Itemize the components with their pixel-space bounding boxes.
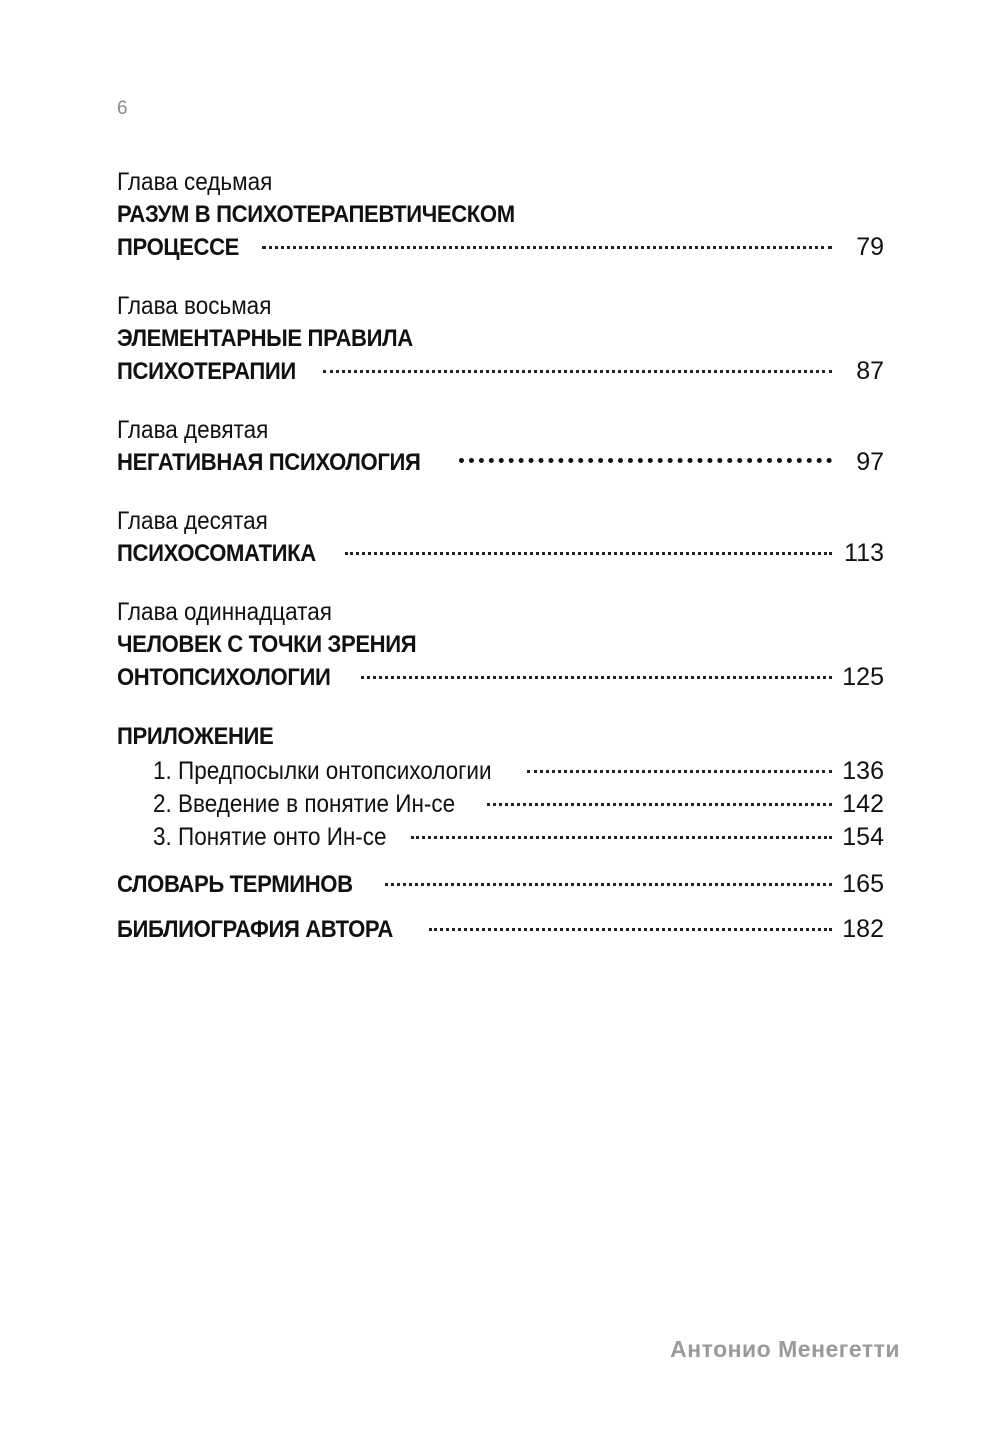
chapter-title-line xyxy=(117,198,884,231)
appendix-item[interactable] xyxy=(117,788,884,821)
chapter-title: ОНТОПСИХОЛОГИИ xyxy=(117,664,331,691)
chapter-9[interactable] xyxy=(117,414,884,479)
page-number: 6 xyxy=(117,98,128,119)
chapter-title: ЧЕЛОВЕК С ТОЧКИ ЗРЕНИЯ xyxy=(117,631,417,658)
page-reference: 142 xyxy=(842,790,884,818)
page-reference: 113 xyxy=(844,539,884,567)
dot-leader xyxy=(385,867,832,886)
dot-leader xyxy=(323,354,832,373)
appendix-title[interactable]: ПРИЛОЖЕНИЕ xyxy=(117,723,274,750)
bibliography-entry[interactable] xyxy=(117,913,884,946)
dot-leader xyxy=(527,754,832,773)
appendix-item-text: 2. Введение в понятие Ин-се xyxy=(153,790,456,818)
dot-leader xyxy=(345,536,832,555)
chapter-title: ПРОЦЕССЕ xyxy=(117,234,240,261)
chapter-7[interactable] xyxy=(117,166,884,264)
page-reference: 182 xyxy=(842,915,884,943)
page-reference: 154 xyxy=(842,823,884,851)
entry-line xyxy=(117,868,884,901)
appendix-item[interactable] xyxy=(117,755,884,788)
chapter-8[interactable] xyxy=(117,290,884,388)
appendix-item[interactable] xyxy=(117,821,884,854)
page-reference: 87 xyxy=(856,357,884,385)
chapter-title-line xyxy=(117,628,884,661)
chapter-11[interactable] xyxy=(117,596,884,694)
chapter-title-line xyxy=(117,661,884,694)
chapter-title: РАЗУМ В ПСИХОТЕРАПЕВТИЧЕСКОМ xyxy=(117,201,515,228)
dot-leader xyxy=(262,230,832,249)
chapter-label: Глава восьмая xyxy=(117,292,272,320)
author-footer: Антонио Менегетти xyxy=(670,1336,900,1362)
chapter-title-line xyxy=(117,446,884,479)
dot-leader xyxy=(361,660,832,679)
entry-title: СЛОВАРЬ ТЕРМИНОВ xyxy=(117,871,353,898)
table-of-contents xyxy=(117,166,884,958)
chapter-title-line xyxy=(117,537,884,570)
entry-title: БИБЛИОГРАФИЯ АВТОРА xyxy=(117,916,393,943)
chapter-title: ЭЛЕМЕНТАРНЫЕ ПРАВИЛА xyxy=(117,325,413,352)
page-reference: 97 xyxy=(856,448,884,476)
chapter-title: ПСИХОТЕРАПИИ xyxy=(117,358,296,385)
entry-line xyxy=(117,913,884,946)
chapter-label: Глава седьмая xyxy=(117,168,273,196)
appendix-section xyxy=(117,720,884,854)
page-reference: 165 xyxy=(842,870,884,898)
page-reference: 136 xyxy=(842,757,884,785)
page-reference: 79 xyxy=(856,233,884,261)
dot-leader xyxy=(487,787,832,806)
chapter-title-line xyxy=(117,322,884,355)
chapter-label: Глава десятая xyxy=(117,507,268,535)
dot-leader xyxy=(459,442,832,463)
dot-leader xyxy=(411,820,832,839)
dot-leader xyxy=(429,912,832,931)
chapter-title: ПСИХОСОМАТИКА xyxy=(117,540,316,567)
chapter-label: Глава одиннадцатая xyxy=(117,598,332,626)
appendix-item-text: 3. Понятие онто Ин-се xyxy=(153,823,387,851)
chapter-title: НЕГАТИВНАЯ ПСИХОЛОГИЯ xyxy=(117,449,421,476)
page-reference: 125 xyxy=(842,663,884,691)
chapter-10[interactable] xyxy=(117,505,884,570)
chapter-title-line xyxy=(117,355,884,388)
glossary-entry[interactable] xyxy=(117,868,884,901)
chapter-label: Глава девятая xyxy=(117,416,269,444)
chapter-title-line xyxy=(117,231,884,264)
appendix-item-text: 1. Предпосылки онтопсихологии xyxy=(153,757,492,785)
